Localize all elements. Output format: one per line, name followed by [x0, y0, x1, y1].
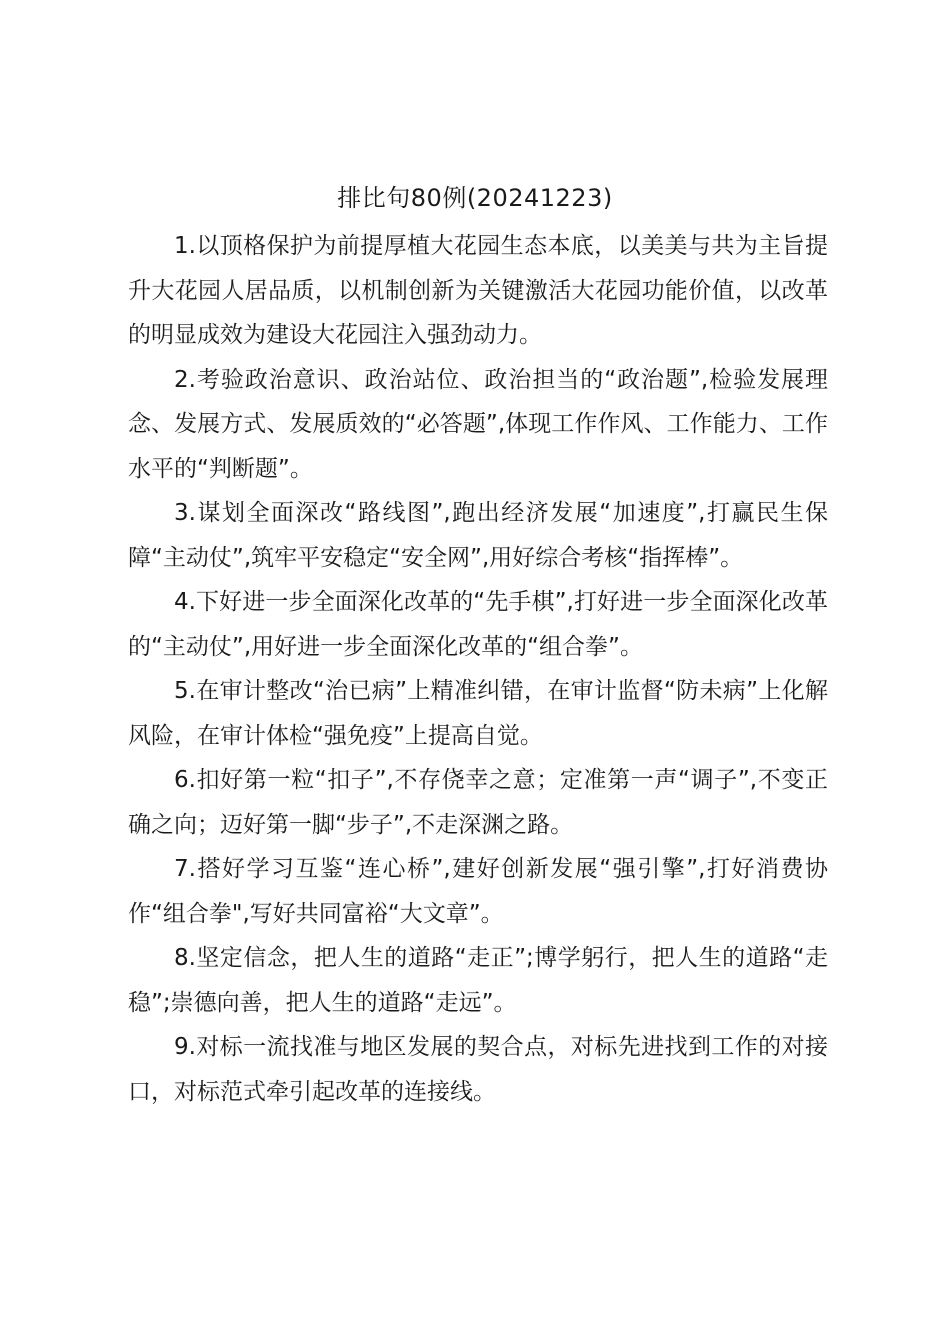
paragraph-5: 5.在审计整改“治已病”上精准纠错，在审计监督“防未病”上化解风险，在审计体检“强免疫”上提高自觉。: [128, 678, 828, 749]
paragraph-8: 8.坚定信念，把人生的道路“走正”;博学躬行，把人生的道路“走稳”;崇德向善，把人生的道路“走远”。: [128, 945, 828, 1016]
paragraph-9: 9.对标一流找准与地区发展的契合点，对标先进找到工作的对接口，对标范式牵引起改革的连接线。: [128, 1034, 828, 1105]
paragraph-6: 6.扣好第一粒“扣子”,不存侥幸之意；定准第一声“调子”,不变正确之向；迈好第一脚“步子”,不走深渊之路。: [128, 767, 828, 838]
paragraph-2: 2.考验政治意识、政治站位、政治担当的“政治题”,检验发展理念、发展方式、发展质效的“必答题”,体现工作作风、工作能力、工作水平的“判断题”。: [128, 366, 828, 482]
paragraph-3: 3.谋划全面深改“路线图”,跑出经济发展“加速度”,打赢民生保障“主动仗”,筑牢平安稳定“安全网”,用好综合考核“指挥棒”。: [128, 500, 828, 571]
document-body: [128, 224, 828, 1114]
paragraph-1: 1.以顶格保护为前提厚植大花园生态本底，以美美与共为主旨提升大花园人居品质，以机制创新为关键激活大花园功能价值，以改革的明显成效为建设大花园注入强劲动力。: [128, 233, 828, 348]
paragraph-4: 4.下好进一步全面深化改革的“先手棋”,打好进一步全面深化改革的“主动仗”,用好进一步全面深化改革的“组合拳”。: [128, 589, 828, 660]
document-title: 排比句80例(20241223): [337, 184, 613, 212]
paragraph-7: 7.搭好学习互鉴“连心桥”,建好创新发展“强引擎”,打好消费协作“组合拳",写好共同富裕“大文章”。: [128, 856, 828, 927]
